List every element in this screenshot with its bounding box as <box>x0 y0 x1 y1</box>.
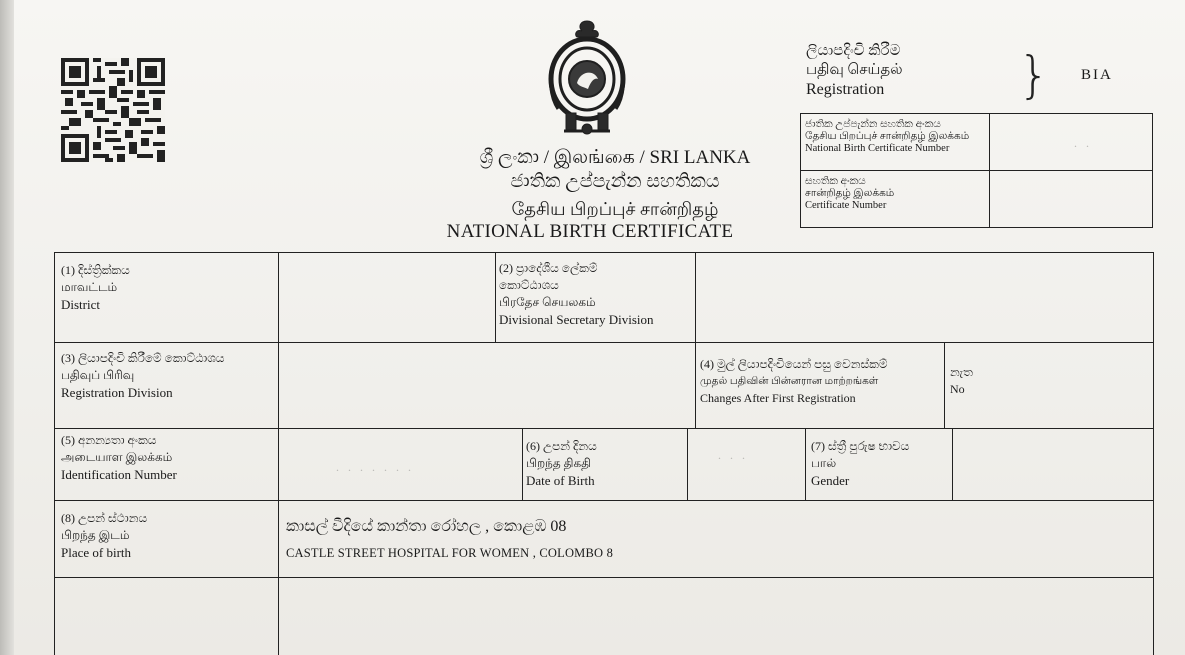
district-label-english: District <box>61 297 100 312</box>
dsd-label <box>499 260 654 328</box>
dob-label <box>526 438 597 489</box>
country-line: ශ්‍රී ලංකා / இலங்கை / SRI LANKA <box>479 147 751 168</box>
dob-label-english: Date of Birth <box>526 473 595 488</box>
changes-label-sinhala: (4) මුල් ලියාපදිංචියෙන් පසු වෙනස්කම් <box>700 357 888 371</box>
district-label-tamil: மாவட்டம் <box>61 280 118 294</box>
registration-english: Registration <box>806 81 885 98</box>
id-number-label <box>61 432 177 483</box>
place-of-birth-value-english: CASTLE STREET HOSPITAL FOR WOMEN , COLOMBO 8 <box>286 546 614 560</box>
nbc-label-tamil: தேசிய பிறப்புச் சான்றிதழ் இலக்கம் <box>805 131 970 142</box>
dsd-label-sinhala: (2) ප්‍රාදේශීය ලේකම් <box>499 261 598 275</box>
gender-label-sinhala: (7) ස්ත්‍රී පුරුෂ භාවය <box>811 439 910 453</box>
certificate-number-table <box>800 113 1153 228</box>
district-label <box>61 262 130 313</box>
registration-tamil: பதிவு செய்தல் <box>806 62 903 78</box>
cert-no-value <box>990 171 1153 228</box>
certificate-form <box>54 252 1154 655</box>
changes-label-english: Changes After First Registration <box>700 391 856 405</box>
dsd-label-english: Divisional Secretary Division <box>499 312 654 327</box>
dob-label-tamil: பிறந்த திகதி <box>526 456 591 470</box>
reg-div-label-tamil: பதிவுப் பிரிவு <box>61 368 135 382</box>
title-tamil: தேசிய பிறப்புச் சான்றிதழ் <box>511 199 719 219</box>
place-of-birth-value-sinhala: කාසල් වීදියේ කාන්තා රෝහල , කොළඹ 08 <box>286 518 567 535</box>
dsd-label-tamil: பிரதேச செயலகம் <box>499 295 596 309</box>
pob-label-english: Place of birth <box>61 545 132 560</box>
pob-label-tamil: பிறந்த இடம் <box>61 528 130 542</box>
gender-label <box>811 438 909 489</box>
nbc-value: . . <box>990 114 1153 171</box>
page-title: NATIONAL BIRTH CERTIFICATE <box>446 221 734 242</box>
brace-icon: } <box>1018 46 1050 104</box>
changes-value <box>950 364 973 398</box>
national-emblem-icon <box>544 17 630 139</box>
title-block <box>400 146 780 242</box>
changes-label-tamil: முதல் பதிவின் பின்னரான மாற்றங்கள் <box>700 376 879 387</box>
registration-label <box>806 42 1006 99</box>
id-number-redacted: . . . . . . . <box>336 460 414 474</box>
id-label-english: Identification Number <box>61 467 177 482</box>
dsd-label-sinhala-2: කොට්ඨාශය <box>499 278 559 292</box>
nbc-label <box>801 114 990 171</box>
changes-label <box>700 356 887 407</box>
registration-division-label <box>61 350 224 401</box>
changes-value-english: No <box>950 382 965 396</box>
id-label-tamil: அடையாள இலக்கம் <box>61 450 173 464</box>
cert-no-label-english: Certificate Number <box>805 200 887 211</box>
dob-label-sinhala: (6) උපන් දිනය <box>526 439 597 453</box>
pob-label-sinhala: (8) උපන් ස්ථානය <box>61 511 148 525</box>
registration-sinhala: ලියාපදිංචි කිරීම <box>806 43 901 59</box>
changes-value-sinhala: නැත <box>950 365 973 379</box>
reg-div-label-english: Registration Division <box>61 385 173 400</box>
page-edge-shadow <box>0 0 14 655</box>
nbc-label-english: National Birth Certificate Number <box>805 143 950 154</box>
cert-no-label-tamil: சான்றிதழ் இலக்கம் <box>805 188 895 199</box>
nbc-label-sinhala: ජාතික උප්පැන්න සහතික අංකය <box>805 119 941 130</box>
id-label-sinhala: (5) අනන්‍යතා අංකය <box>61 433 157 447</box>
title-sinhala: ජාතික උප්පැන්න සහතිකය <box>510 171 720 192</box>
place-of-birth-label <box>61 510 147 561</box>
gender-label-tamil: பால் <box>811 456 837 470</box>
gender-label-english: Gender <box>811 473 850 488</box>
district-label-sinhala: (1) දිස්ත්‍රික්කය <box>61 263 130 277</box>
qr-code-icon <box>61 58 165 162</box>
cert-no-label-sinhala: සහතික අංකය <box>805 176 866 187</box>
dob-redacted: . . . <box>718 448 748 462</box>
reg-div-label-sinhala: (3) ලියාපදිංචි කිරීමේ කොට්ඨාශය <box>61 351 225 365</box>
form-code: BIA <box>1081 67 1113 83</box>
cert-no-label <box>801 171 990 228</box>
